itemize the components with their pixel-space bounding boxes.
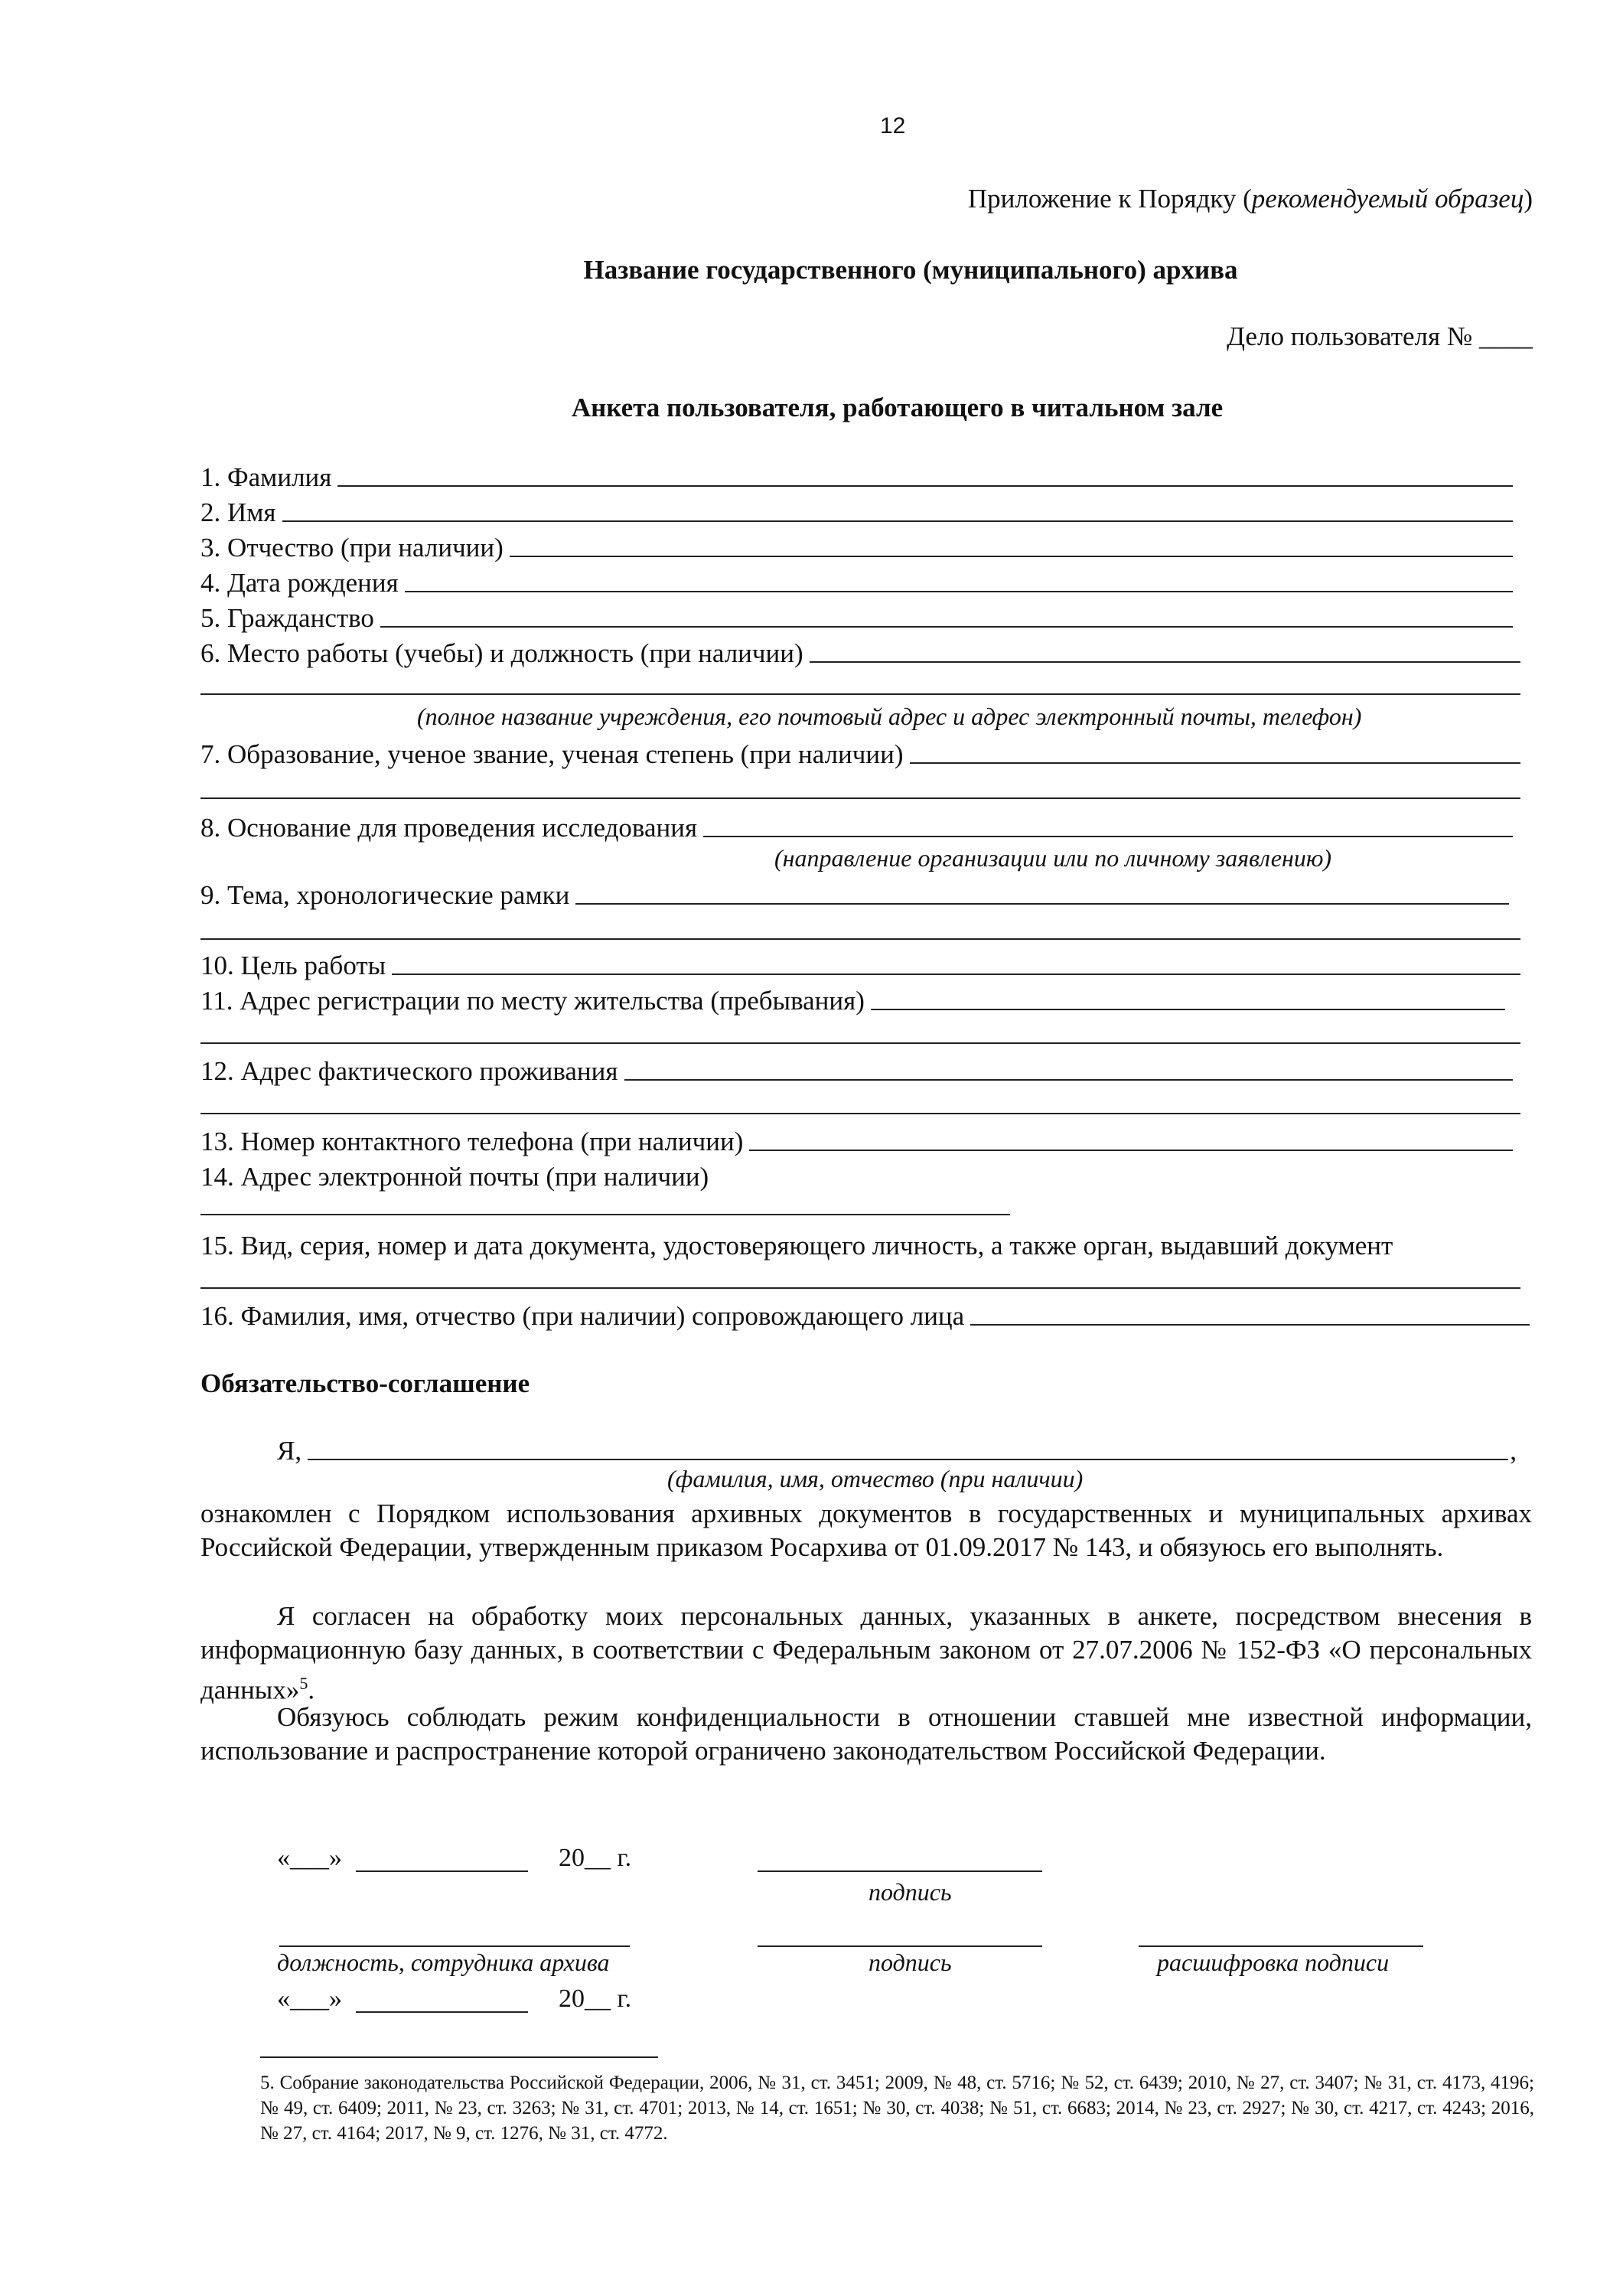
date-open-2: «___» [277,1985,342,2013]
signature-label: подпись [869,1878,952,1906]
field-label: 15. Вид, серия, номер и дата документа, удостоверяющего личность, а также орган, выдавший документ [200,1231,1393,1261]
field-name[interactable] [200,494,1513,528]
form-title: Анкета пользователя, работающего в читальном зале [571,393,1224,422]
appendix-note: Приложение к Порядку (рекомендуемый образец) [967,184,1533,214]
field-companion[interactable] [200,1298,1530,1332]
field-label: 14. Адрес электронной почты (при наличии) [200,1162,709,1192]
field-label: 11. Адрес регистрации по месту жительства (пребывания) [200,986,865,1016]
position-label: должность, сотрудника архива [277,1949,610,1976]
workplace-hint: (полное название учреждения, его почтовый адрес и адрес электронный почты, телефон) [417,703,1362,730]
field-phone[interactable] [200,1124,1513,1157]
fill-line[interactable] [871,1009,1505,1010]
obligation-paragraph-1: ознакомлен с Порядком использования архивных документов в государственных и муниципальных архивах Российской Федерации, утвержденным приказом Росархива от 01.09.2017 № 143, и обязуюсь его выполнять. [200,1499,1532,1562]
fill-line[interactable] [380,626,1513,628]
case-number: Дело пользователя № ____ [1227,321,1533,351]
field-patronymic[interactable] [200,530,1513,563]
field-email [200,1159,715,1192]
field-label: 13. Номер контактного телефона (при наличии) [200,1127,744,1156]
field-label: 4. Дата рождения [200,568,399,598]
fill-line[interactable] [510,556,1513,557]
fill-line-topic-2[interactable] [200,938,1520,940]
field-birthdate[interactable] [200,565,1513,598]
fill-line-email[interactable] [200,1214,1010,1215]
signature-label-2: подпись [869,1949,952,1976]
fill-line[interactable] [392,974,1520,975]
field-label: 12. Адрес фактического проживания [200,1056,618,1086]
field-declarant-name[interactable] [277,1433,1517,1466]
field-label: 16. Фамилия, имя, отчество (при наличии) сопровождающего лица [200,1301,965,1331]
field-label: 5. Гражданство [200,603,374,633]
fill-line[interactable] [910,762,1520,764]
date-year: 20__ г. [559,1844,632,1872]
comma: , [1510,1436,1517,1466]
decode-label: расшифровка подписи [1157,1949,1390,1976]
field-education[interactable] [200,736,1520,770]
field-label: 9. Тема, хронологические рамки [200,880,570,910]
field-registration-address[interactable] [200,983,1505,1016]
fill-line[interactable] [575,903,1509,905]
date-year-2: 20__ г. [559,1985,632,2013]
field-label: 7. Образование, ученое звание, ученая степень (при наличии) [200,739,904,769]
footnote-ref: 5 [299,1674,308,1693]
page-number: 12 [880,113,906,139]
field-label: 8. Основание для проведения исследования [200,813,698,843]
field-citizenship[interactable] [200,600,1513,634]
field-label: 1. Фамилия [200,462,332,492]
field-label: 2. Имя [200,497,276,527]
fill-line[interactable] [810,661,1520,663]
field-surname[interactable] [200,459,1513,493]
fill-line[interactable] [970,1324,1530,1326]
fill-line[interactable] [308,1459,1508,1460]
fill-line[interactable] [749,1150,1513,1151]
footnote: 5. Собрание законодательства Российской Федерации, 2006, № 31, ст. 3451; 2009, № 48, ст. 5716; № 52, ст. 6439; 2010, № 27, ст. 3407; № 31, ст. 4173, 4196; № 49, ст. 6409; 2011, № 23, ст. 3263; № 31, ст. 4701; 2013, № 14, ст. 1651; № 30, ст. 4038; № 51, ст. 6683; 2014, № 23, ст. 2927; № 30, ст. 4217, ст. 4243; 2016, № 27, ст. 4164; 2017, № 9, ст. 1276, № 31, ст. 4772. [260,2073,1534,2144]
field-workplace[interactable] [200,635,1520,669]
archive-title: Название государственного (муниципального) архива [583,255,1238,285]
declarant-name-hint: (фамилия, имя, отчество (при наличии) [667,1465,1084,1492]
field-topic[interactable] [200,877,1509,911]
research-basis-hint: (направление организации или по личному заявлению) [774,844,1332,872]
fill-line-id-document[interactable] [200,1287,1520,1289]
fill-line-workplace-2[interactable] [200,693,1520,695]
fill-line[interactable] [624,1079,1514,1081]
field-research-basis[interactable] [200,810,1513,843]
obligation-paragraph-3: Обязуюсь соблюдать режим конфиденциальности в отношении ставшей мне известной информации, использование и распространение которой ограничено законодательством Российской Федерации. [200,1702,1532,1766]
field-label: 6. Место работы (учебы) и должность (при наличии) [200,638,803,668]
signature-line-2[interactable] [758,1945,1042,1947]
fill-line[interactable] [337,485,1513,487]
position-line[interactable] [279,1945,630,1947]
fill-line[interactable] [703,836,1513,837]
field-purpose[interactable] [200,947,1520,981]
signature-line[interactable] [758,1870,1042,1872]
decode-line[interactable] [1139,1945,1423,1947]
fill-line[interactable] [405,591,1513,592]
field-label: 10. Цель работы [200,951,386,980]
footnote-separator [260,2056,658,2058]
field-actual-address[interactable] [200,1053,1513,1087]
date-month-line[interactable] [356,1870,528,1872]
date-open: «___» [277,1844,342,1872]
field-id-document [200,1228,1399,1261]
fill-line[interactable] [282,520,1513,522]
ya-label: Я, [277,1436,302,1466]
obligation-title: Обязательство-соглашение [200,1368,530,1398]
date-month-line-2[interactable] [356,2011,528,2013]
field-label: 3. Отчество (при наличии) [200,533,504,563]
obligation-paragraph-2: Я согласен на обработку моих персональных данных, указанных в анкете, посредством внесения в информационную базу данных, в соответствии с Федеральным законом от 27.07.2006 № 152-ФЗ «О персональных данных»$^5$. [200,1601,1532,1705]
fill-line-registration-2[interactable] [200,1042,1520,1044]
fill-line-actual-address-2[interactable] [200,1113,1520,1114]
fill-line-education-2[interactable] [200,797,1520,799]
